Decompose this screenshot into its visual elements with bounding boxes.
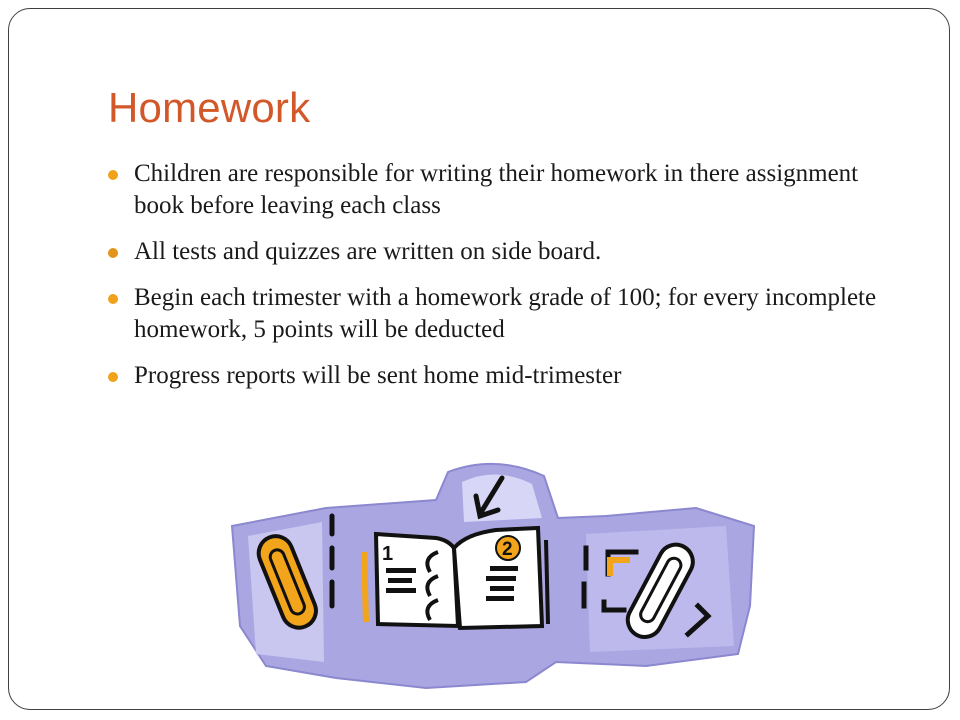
slide-title: Homework <box>108 84 311 131</box>
bullet-item <box>104 158 904 222</box>
bullet-dot-icon <box>108 294 118 304</box>
bullet-dot-icon <box>108 248 118 258</box>
bullet-item <box>104 360 904 392</box>
homework-clipart <box>226 456 766 696</box>
bullet-text: Begin each trimester with a homework grade of 100; for every incomplete homework, 5 points will be deducted <box>134 284 877 343</box>
bullet-item <box>104 236 904 268</box>
bullet-dot-icon <box>108 372 118 382</box>
bullet-dot-icon <box>108 170 118 180</box>
bullet-text: All tests and quizzes are written on side board. <box>134 238 602 265</box>
bullet-text: Children are responsible for writing their homework in there assignment book before leaving each class <box>134 160 859 219</box>
page-right-number: 2 <box>502 539 513 560</box>
bullet-list <box>104 158 904 406</box>
page-left-number: 1 <box>382 543 394 565</box>
bullet-text: Progress reports will be sent home mid-trimester <box>134 362 622 389</box>
bullet-item <box>104 282 904 346</box>
